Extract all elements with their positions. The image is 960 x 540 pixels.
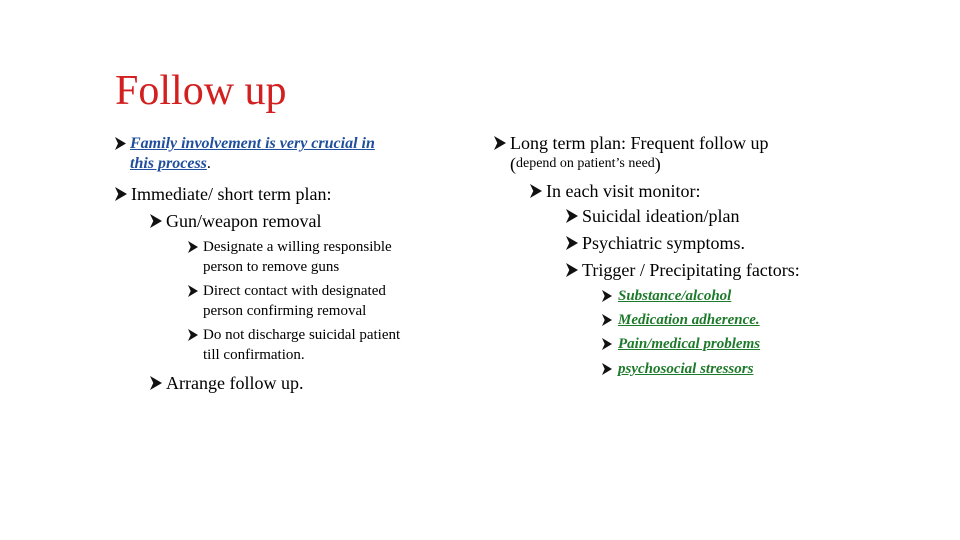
factor-pain-text: Pain/medical problems <box>618 336 761 352</box>
depend-text: depend on patient’s need <box>516 156 655 171</box>
designate-line2: person to remove guns <box>203 259 340 275</box>
arrow-bullet-icon <box>602 314 612 326</box>
arrow-bullet-icon <box>115 187 127 201</box>
arrow-bullet-icon <box>602 363 612 375</box>
suicidal-ideation-text: Suicidal ideation/plan <box>582 206 740 226</box>
bullet-factor-substance <box>602 286 731 306</box>
factor-medication-text: Medication adherence. <box>618 312 760 328</box>
designate-line1: Designate a willing responsible <box>203 239 392 255</box>
bullet-factor-pain <box>602 334 760 354</box>
trigger-factors-text: Trigger / Precipitating factors: <box>582 260 800 280</box>
family-involvement-period: . <box>206 155 211 172</box>
arrow-bullet-icon <box>566 236 578 250</box>
bullet-immediate-plan <box>115 182 331 206</box>
depend-open-paren: ( <box>510 154 516 174</box>
bullet-factor-psychosocial <box>602 359 753 379</box>
factor-psychosocial-text: psychosocial stressors <box>618 361 754 377</box>
slide-title: Follow up <box>115 68 287 114</box>
arrow-bullet-icon <box>150 376 162 390</box>
arrow-bullet-icon <box>115 137 126 150</box>
bullet-arrange-follow-up <box>150 371 303 395</box>
arrow-bullet-icon <box>530 184 542 198</box>
arrow-bullet-icon <box>188 329 198 341</box>
bullet-gun-removal <box>150 209 321 233</box>
arrow-bullet-icon <box>188 241 198 253</box>
bullet-direct-contact <box>188 281 386 321</box>
no-discharge-line1: Do not discharge suicidal patient <box>203 327 401 343</box>
arrange-follow-up-text: Arrange follow up. <box>166 373 304 393</box>
arrow-bullet-icon <box>150 214 162 228</box>
arrow-bullet-icon <box>566 263 578 277</box>
bullet-designate <box>188 237 392 277</box>
arrow-bullet-icon <box>602 290 612 302</box>
psychiatric-symptoms-text: Psychiatric symptoms. <box>582 233 745 253</box>
depend-close-paren: ) <box>654 154 661 174</box>
arrow-bullet-icon <box>188 285 198 297</box>
arrow-bullet-icon <box>566 209 578 223</box>
visit-monitor-text: In each visit monitor: <box>546 181 701 201</box>
long-term-plan-text: Long term plan: Frequent follow up <box>510 133 769 153</box>
direct-contact-line2: person confirming removal <box>203 303 367 319</box>
immediate-plan-text: Immediate/ short term plan: <box>131 184 332 204</box>
gun-removal-text: Gun/weapon removal <box>166 211 322 231</box>
bullet-family-involvement <box>115 134 375 174</box>
bullet-trigger-factors <box>566 258 800 282</box>
bullet-long-term-plan <box>494 131 768 155</box>
bullet-visit-monitor <box>530 179 700 203</box>
family-involvement-line1: Family involvement is very crucial in <box>130 135 375 152</box>
bullet-suicidal-ideation <box>566 204 739 228</box>
bullet-no-discharge <box>188 325 400 365</box>
no-discharge-line2: till confirmation. <box>203 347 305 363</box>
family-involvement-line2: this process <box>130 155 207 172</box>
direct-contact-line1: Direct contact with designated <box>203 283 386 299</box>
arrow-bullet-icon <box>494 136 506 150</box>
factor-substance-text: Substance/alcohol <box>618 288 732 304</box>
depend-note <box>510 153 661 175</box>
arrow-bullet-icon <box>602 338 612 350</box>
bullet-factor-medication <box>602 310 760 330</box>
bullet-psychiatric-symptoms <box>566 231 745 255</box>
